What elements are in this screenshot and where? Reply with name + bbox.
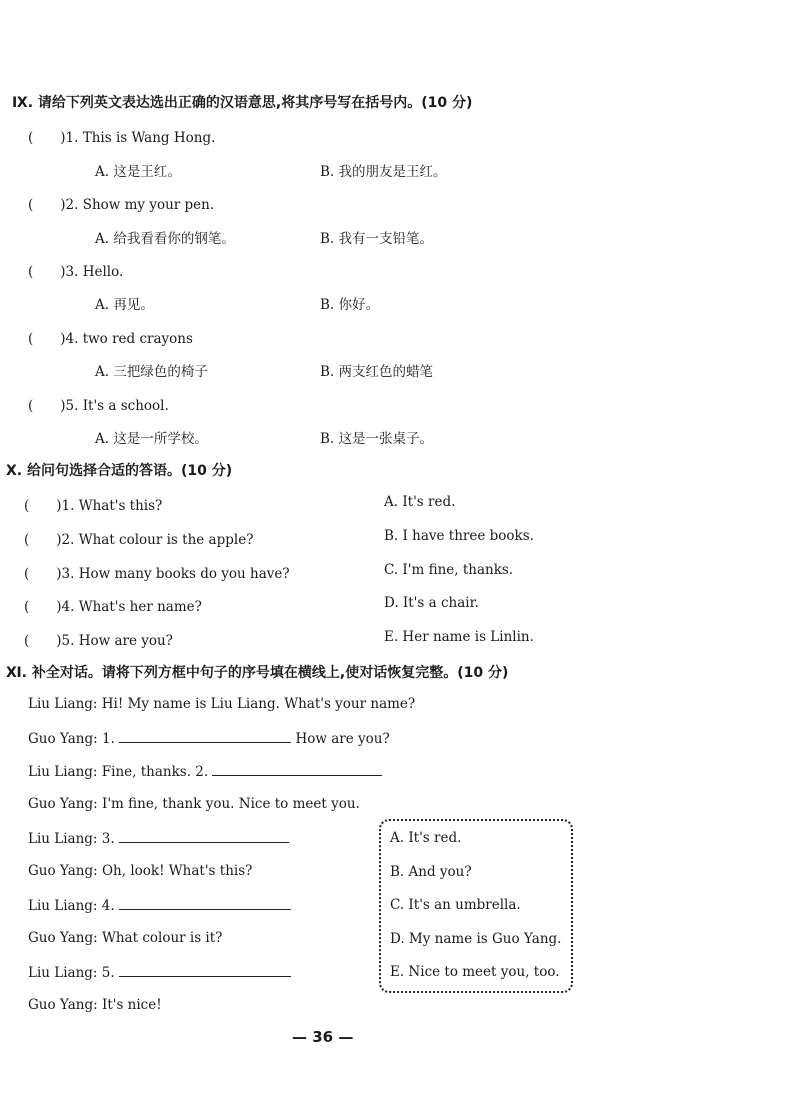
s9-q5: ( )5. It's a school.: [28, 398, 169, 414]
s10-q5: ( )5. How are you?: [24, 633, 173, 649]
box-option-b: B. And you?: [390, 864, 472, 880]
dialogue-line-1: Liu Liang: Hi! My name is Liu Liang. What's your name?: [28, 696, 416, 712]
s10-q3: ( )3. How many books do you have?: [24, 566, 290, 582]
s9-q3: ( )3. Hello.: [28, 264, 124, 280]
blank-1[interactable]: [119, 730, 291, 743]
s9-q4-option-b: B. 两支红色的蜡笔: [320, 364, 434, 380]
s9-q2-option-b: B. 我有一支铅笔。: [320, 231, 434, 247]
blank-3[interactable]: [119, 830, 289, 843]
blank-4[interactable]: [119, 897, 291, 910]
dialogue-line-5: [28, 830, 289, 847]
s9-q4: ( )4. two red crayons: [28, 331, 193, 347]
dialogue-line-9: [28, 964, 291, 981]
dialogue-line-2-tail: How are you?: [295, 731, 390, 747]
dialogue-line-10: Guo Yang: It's nice!: [28, 997, 162, 1013]
s9-q1: ( )1. This is Wang Hong.: [28, 130, 216, 146]
dialogue-line-3: [28, 763, 382, 780]
s9-q3-option-a: A. 再见。: [95, 297, 154, 313]
s9-q1-option-a: A. 这是王红。: [95, 164, 181, 180]
blank-2[interactable]: [212, 763, 382, 776]
blank-5[interactable]: [119, 964, 291, 977]
box-option-e: E. Nice to meet you, too.: [390, 964, 560, 980]
s10-answer-a: A. It's red.: [384, 494, 456, 510]
s9-q3-option-b: B. 你好。: [320, 297, 380, 313]
dialogue-line-7: [28, 897, 291, 914]
s10-answer-c: C. I'm fine, thanks.: [384, 562, 514, 578]
dialogue-line-7-text: Liu Liang: 4.: [28, 898, 115, 914]
box-option-d: D. My name is Guo Yang.: [390, 931, 562, 947]
dialogue-line-3-text: Liu Liang: Fine, thanks. 2.: [28, 764, 209, 780]
s9-q2: ( )2. Show my your pen.: [28, 197, 215, 213]
section-9-title: Ⅸ. 请给下列英文表达选出正确的汉语意思,将其序号写在括号内。(10 分): [12, 95, 473, 111]
s10-q4: ( )4. What's her name?: [24, 599, 202, 615]
box-option-a: A. It's red.: [390, 830, 462, 846]
box-option-c: C. It's an umbrella.: [390, 897, 521, 913]
dialogue-line-9-text: Liu Liang: 5.: [28, 965, 115, 981]
s10-answer-e: E. Her name is Linlin.: [384, 629, 534, 645]
dialogue-line-2-speaker: Guo Yang: 1.: [28, 731, 115, 747]
page-number: — 36 —: [292, 1028, 354, 1046]
s10-q2: ( )2. What colour is the apple?: [24, 532, 254, 548]
s9-q4-option-a: A. 三把绿色的椅子: [95, 364, 208, 380]
s9-q2-option-a: A. 给我看看你的钢笔。: [95, 231, 235, 247]
s9-q5-option-b: B. 这是一张桌子。: [320, 431, 434, 447]
section-11-title: Ⅺ. 补全对话。请将下列方框中句子的序号填在横线上,使对话恢复完整。(10 分): [6, 665, 509, 681]
s10-answer-d: D. It's a chair.: [384, 595, 479, 611]
dialogue-line-5-text: Liu Liang: 3.: [28, 831, 115, 847]
s10-q1: ( )1. What's this?: [24, 498, 163, 514]
section-10-title: Ⅹ. 给问句选择合适的答语。(10 分): [6, 463, 233, 479]
s9-q5-option-a: A. 这是一所学校。: [95, 431, 208, 447]
dialogue-line-4: Guo Yang: I'm fine, thank you. Nice to meet you.: [28, 796, 360, 812]
s10-answer-b: B. I have three books.: [384, 528, 534, 544]
s9-q1-option-b: B. 我的朋友是王红。: [320, 164, 447, 180]
dialogue-line-2: [28, 730, 390, 747]
dialogue-line-8: Guo Yang: What colour is it?: [28, 930, 223, 946]
dialogue-line-6: Guo Yang: Oh, look! What's this?: [28, 863, 253, 879]
